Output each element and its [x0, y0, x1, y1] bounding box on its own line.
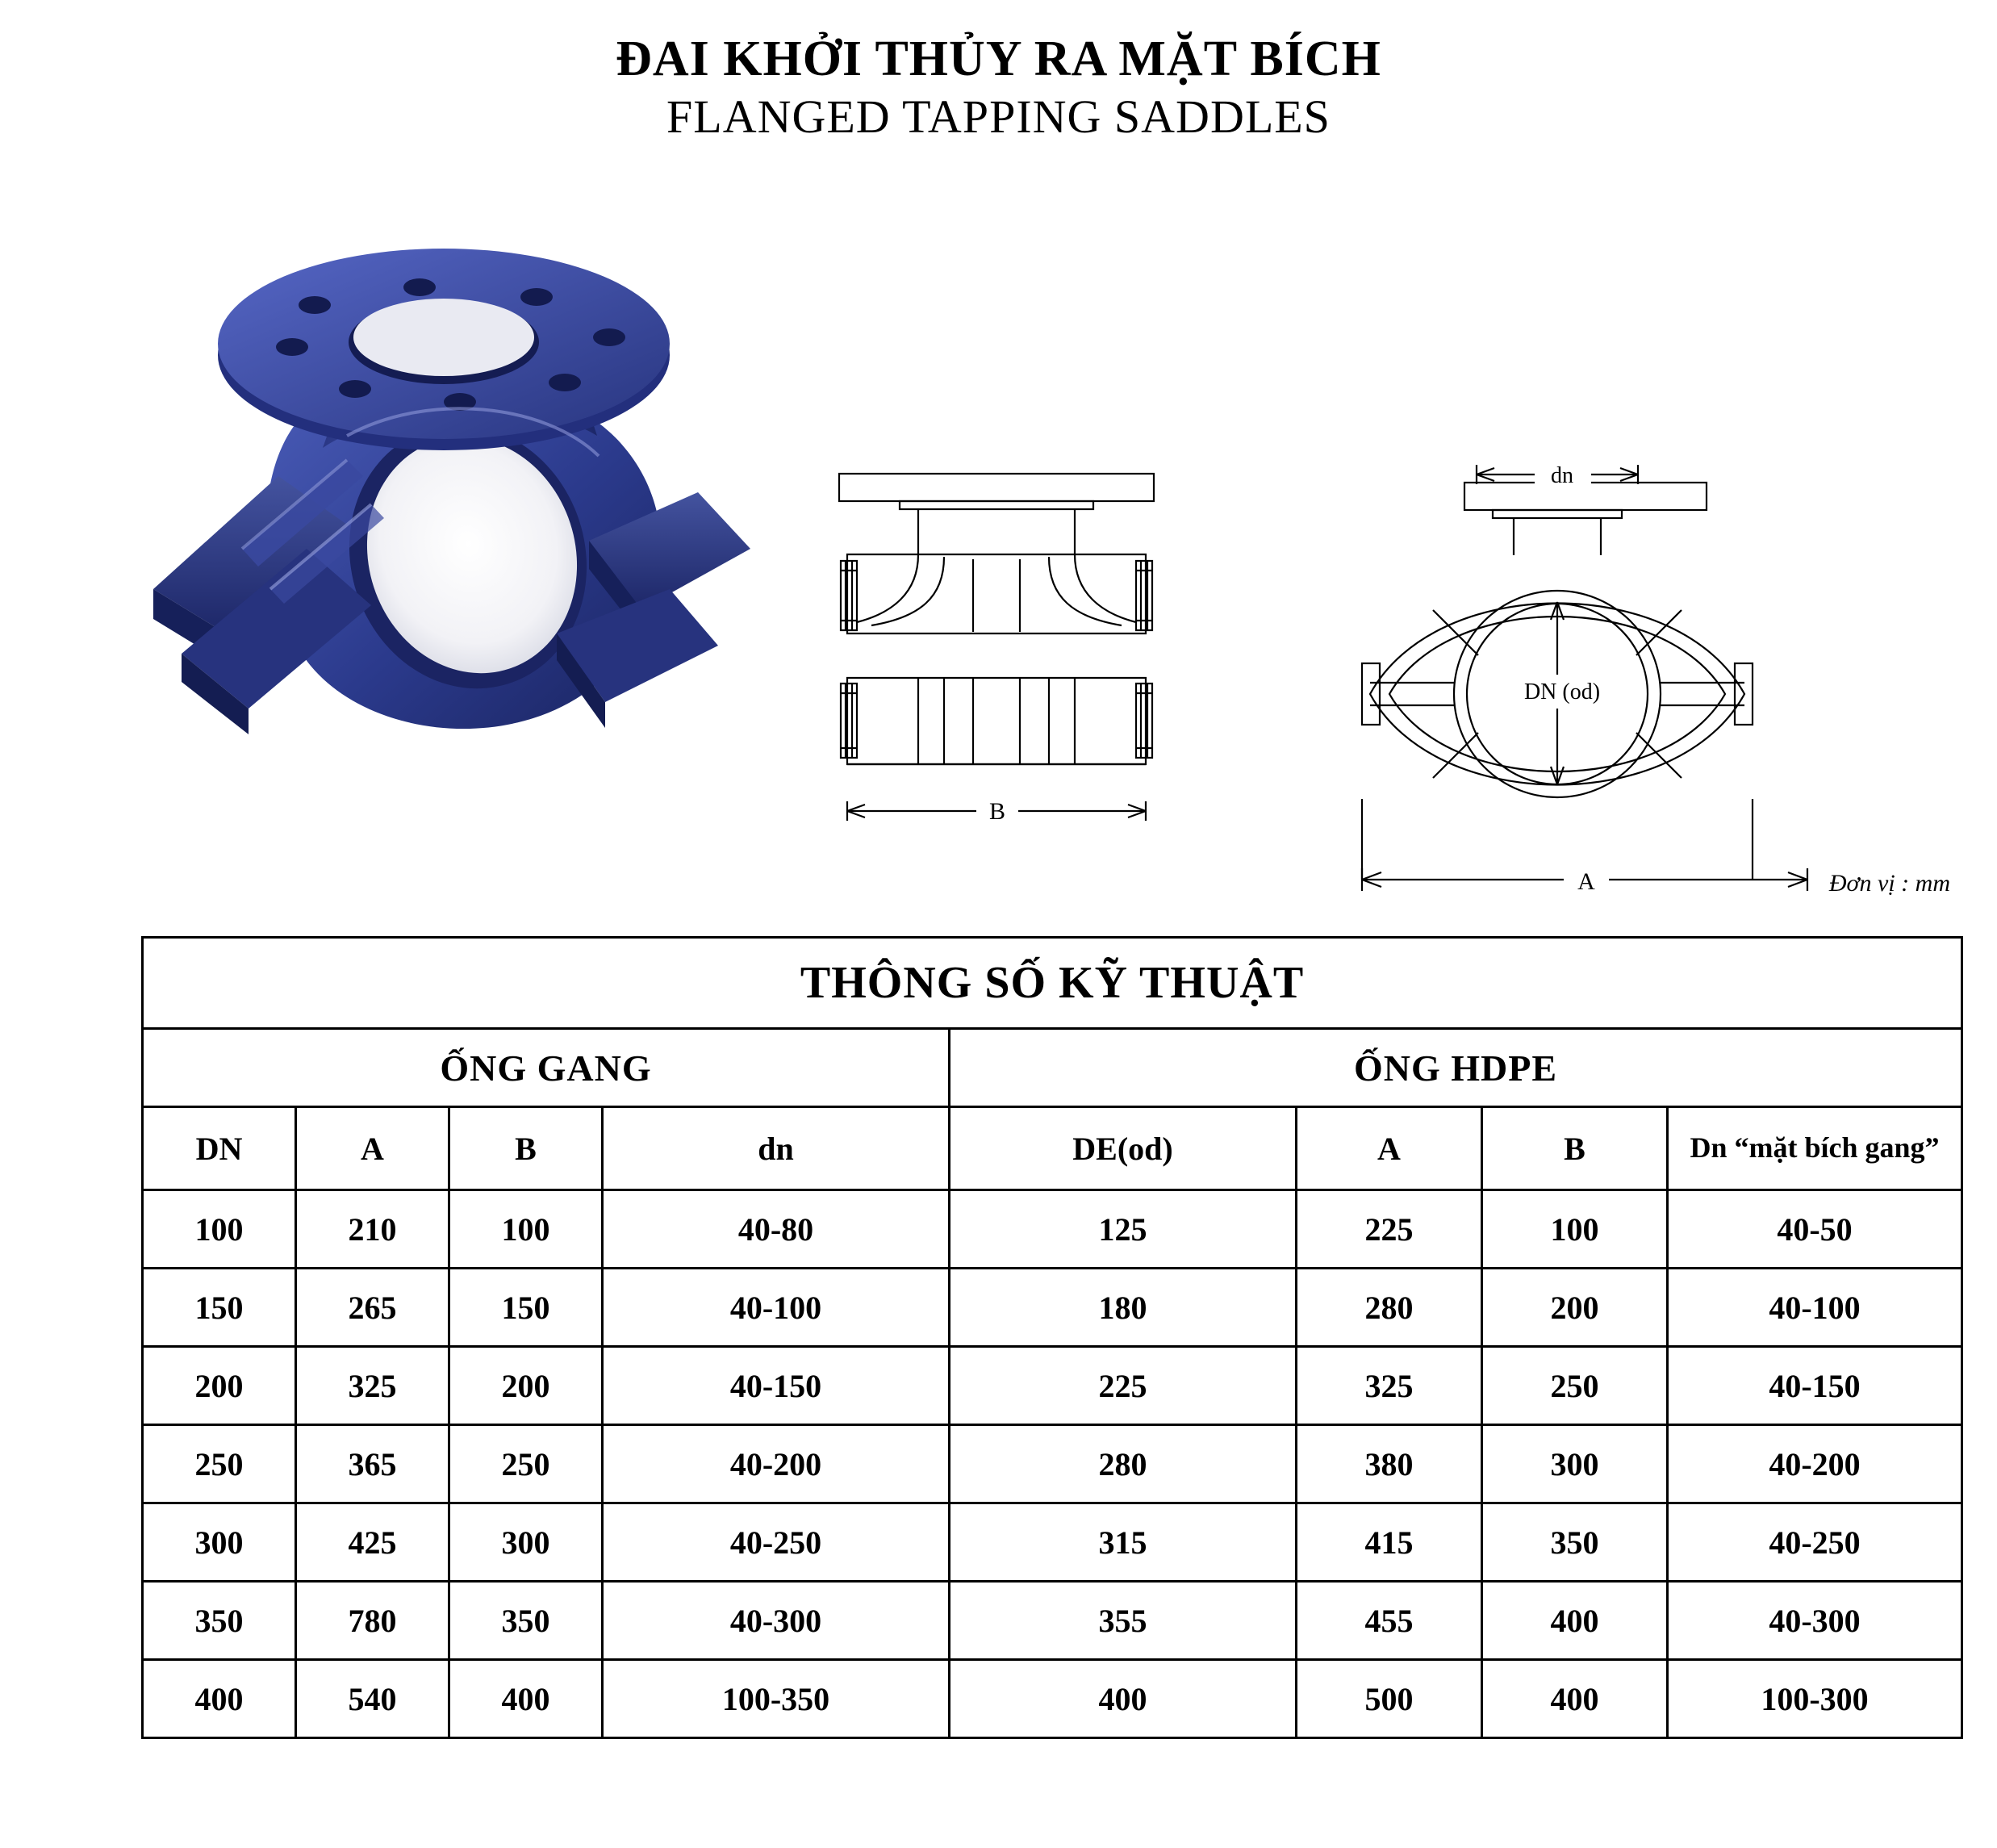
saddle-3d-render — [105, 169, 847, 863]
cell-dn-flange: 100-300 — [1668, 1660, 1962, 1738]
cell-dn-small: 40-150 — [603, 1347, 950, 1425]
page-header — [0, 0, 1997, 147]
dim-dn-label: dn — [1551, 462, 1573, 488]
col-header-dn-flange: Dn “mặt bích gang” — [1668, 1107, 1962, 1190]
cell-dn-flange: 40-200 — [1668, 1425, 1962, 1503]
cell-dn-small: 40-100 — [603, 1269, 950, 1347]
cell-dn: 200 — [143, 1347, 296, 1425]
cell-dn-flange: 40-100 — [1668, 1269, 1962, 1347]
table-row — [143, 1347, 1962, 1425]
table-group-row — [143, 1029, 1962, 1107]
cell-dn-small: 40-80 — [603, 1190, 950, 1269]
cell-de-od: 315 — [950, 1503, 1297, 1582]
cell-dn: 300 — [143, 1503, 296, 1582]
cell-de-od: 225 — [950, 1347, 1297, 1425]
cell-b-hdpe: 300 — [1482, 1425, 1668, 1503]
cell-de-od: 180 — [950, 1269, 1297, 1347]
col-header-dn-small: dn — [603, 1107, 950, 1190]
table-row — [143, 1269, 1962, 1347]
cell-de-od: 280 — [950, 1425, 1297, 1503]
cell-de-od: 355 — [950, 1582, 1297, 1660]
cell-dn-small: 40-200 — [603, 1425, 950, 1503]
cell-dn-small: 100-350 — [603, 1660, 950, 1738]
spec-table-container — [141, 936, 1961, 1739]
cell-dn-flange: 40-300 — [1668, 1582, 1962, 1660]
cell-dn: 150 — [143, 1269, 296, 1347]
cell-dn-small: 40-250 — [603, 1503, 950, 1582]
cell-b-cast: 350 — [449, 1582, 603, 1660]
cell-a-cast: 780 — [296, 1582, 449, 1660]
cell-b-cast: 200 — [449, 1347, 603, 1425]
cell-a-hdpe: 280 — [1297, 1269, 1482, 1347]
cell-dn: 250 — [143, 1425, 296, 1503]
cell-b-cast: 150 — [449, 1269, 603, 1347]
cell-de-od: 400 — [950, 1660, 1297, 1738]
cell-b-cast: 400 — [449, 1660, 603, 1738]
col-header-b-hdpe: B — [1482, 1107, 1668, 1190]
cell-dn-small: 40-300 — [603, 1582, 950, 1660]
table-row — [143, 1660, 1962, 1738]
cell-de-od: 125 — [950, 1190, 1297, 1269]
cell-dn: 350 — [143, 1582, 296, 1660]
cell-a-hdpe: 415 — [1297, 1503, 1482, 1582]
cell-b-cast: 100 — [449, 1190, 603, 1269]
cell-a-cast: 540 — [296, 1660, 449, 1738]
col-header-a-hdpe: A — [1297, 1107, 1482, 1190]
cell-a-hdpe: 500 — [1297, 1660, 1482, 1738]
table-row — [143, 1190, 1962, 1269]
cell-b-hdpe: 400 — [1482, 1582, 1668, 1660]
cell-dn: 100 — [143, 1190, 296, 1269]
table-column-header-row — [143, 1107, 1962, 1190]
cell-b-cast: 300 — [449, 1503, 603, 1582]
cell-b-hdpe: 400 — [1482, 1660, 1668, 1738]
cell-a-cast: 210 — [296, 1190, 449, 1269]
cell-dn-flange: 40-150 — [1668, 1347, 1962, 1425]
col-header-dn: DN — [143, 1107, 296, 1190]
table-row — [143, 1582, 1962, 1660]
side-elevation-drawing — [1356, 452, 1824, 952]
title-vietnamese: ĐAI KHỞI THỦY RA MẶT BÍCH — [616, 31, 1381, 86]
cell-a-cast: 265 — [296, 1269, 449, 1347]
table-title: THÔNG SỐ KỸ THUẬT — [143, 938, 1962, 1029]
table-row — [143, 1503, 1962, 1582]
cell-dn-flange: 40-50 — [1668, 1190, 1962, 1269]
group-header-cast-iron: ỐNG GANG — [143, 1029, 950, 1107]
cell-a-hdpe: 225 — [1297, 1190, 1482, 1269]
cell-a-hdpe: 325 — [1297, 1347, 1482, 1425]
col-header-a-cast: A — [296, 1107, 449, 1190]
cell-b-cast: 250 — [449, 1425, 603, 1503]
dim-b-label: B — [988, 797, 1006, 825]
cell-dn: 400 — [143, 1660, 296, 1738]
cell-a-hdpe: 380 — [1297, 1425, 1482, 1503]
front-elevation-drawing — [823, 464, 1170, 948]
dim-dn-od-label: DN (od) — [1523, 679, 1601, 704]
cell-a-cast: 365 — [296, 1425, 449, 1503]
table-row — [143, 1425, 1962, 1503]
spec-table — [141, 936, 1963, 1739]
cell-b-hdpe: 350 — [1482, 1503, 1668, 1582]
cell-b-hdpe: 200 — [1482, 1269, 1668, 1347]
col-header-de-od: DE(od) — [950, 1107, 1297, 1190]
group-header-hdpe: ỐNG HDPE — [950, 1029, 1962, 1107]
unit-note: Đơn vị : mm — [1828, 870, 1950, 897]
cell-a-cast: 425 — [296, 1503, 449, 1582]
cell-dn-flange: 40-250 — [1668, 1503, 1962, 1582]
cell-b-hdpe: 100 — [1482, 1190, 1668, 1269]
cell-a-cast: 325 — [296, 1347, 449, 1425]
cell-b-hdpe: 250 — [1482, 1347, 1668, 1425]
cell-a-hdpe: 455 — [1297, 1582, 1482, 1660]
table-title-row — [143, 938, 1962, 1029]
title-english: FLANGED TAPPING SADDLES — [666, 90, 1331, 144]
dim-a-label: A — [1577, 868, 1595, 895]
col-header-b-cast: B — [449, 1107, 603, 1190]
